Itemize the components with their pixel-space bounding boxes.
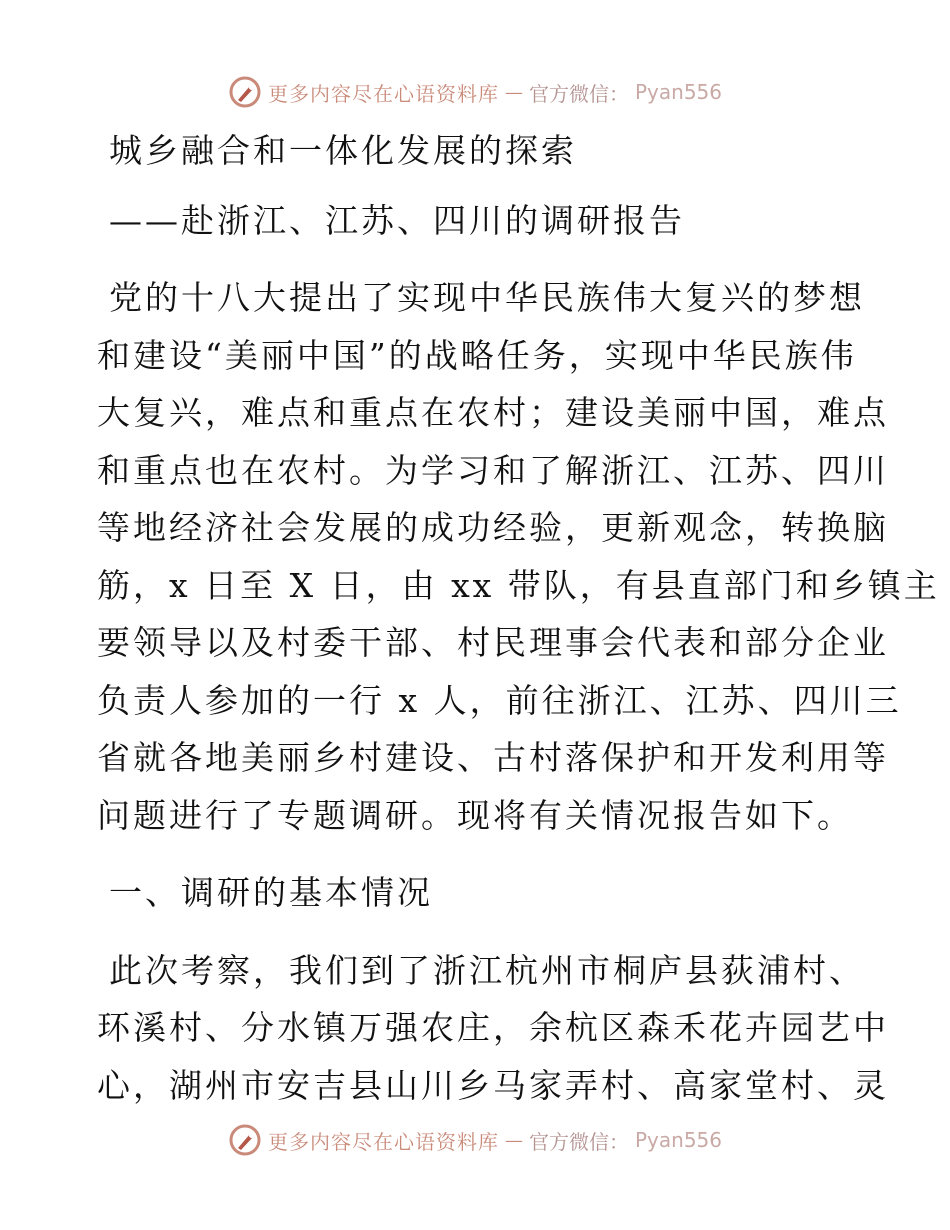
pen-nib-logo-icon [228, 75, 262, 109]
paragraph-line: 问题进行了专题调研。现将有关情况报告如下。 [97, 795, 853, 835]
watermark-text: 更多内容尽在心语资料库 [267, 1129, 499, 1154]
section-heading: 一、调研的基本情况 [109, 873, 433, 912]
spacer [97, 922, 857, 942]
watermark-wechat-label: 官方微信： [528, 81, 629, 106]
watermark-wechat-label: 官方微信： [528, 1129, 629, 1154]
watermark-separator: — [504, 1129, 523, 1151]
paragraph-line: 此次考察，我们到了浙江杭州市桐庐县荻浦村、 [109, 950, 865, 990]
watermark-wechat-handle: Pyan556 [634, 80, 722, 104]
paragraph-line: 心，湖州市安吉县山川乡马家弄村、高家堂村、灵 [97, 1065, 889, 1105]
paragraph-line: 党的十八大提出了实现中华民族伟大复兴的梦想 [109, 278, 865, 317]
watermark-wechat-handle: Pyan556 [634, 1128, 722, 1152]
watermark-text: 更多内容尽在心语资料库 [267, 81, 499, 106]
intro-paragraph [97, 269, 940, 844]
spacer [97, 844, 857, 864]
watermark-separator: — [504, 81, 523, 103]
paragraph-line: 筋，x 日至 X 日，由 xx 带队，有县直部门和乡镇主 [97, 565, 940, 605]
document-body [97, 122, 940, 1114]
header-watermark [0, 72, 950, 112]
paragraph-line: 和重点也在农村。为学习和了解浙江、江苏、四川 [97, 450, 889, 490]
document-title: 城乡融合和一体化发展的探索 [109, 131, 577, 170]
pen-nib-logo-icon [228, 1123, 262, 1157]
paragraph-line: 省就各地美丽乡村建设、古村落保护和开发利用等 [97, 738, 889, 777]
paragraph-line: 负责人参加的一行 x 人，前往浙江、江苏、四川三 [97, 680, 902, 720]
paragraph-line: 要领导以及村委干部、村民理事会代表和部分企业 [97, 623, 889, 662]
paragraph-line: 大复兴，难点和重点在农村；建设美丽中国，难点 [97, 393, 889, 432]
paragraph-line: 等地经济社会发展的成功经验，更新观念，转换脑 [97, 508, 889, 547]
paragraph-line: 环溪村、分水镇万强农庄，余杭区森禾花卉园艺中 [97, 1008, 889, 1047]
paragraph-line: 和建设“美丽中国”的战略任务，实现中华民族伟 [97, 335, 857, 375]
section-paragraph [97, 942, 889, 1115]
spacer [97, 249, 857, 269]
document-subtitle: ——赴浙江、江苏、四川的调研报告 [109, 200, 685, 240]
footer-watermark [0, 1120, 950, 1160]
